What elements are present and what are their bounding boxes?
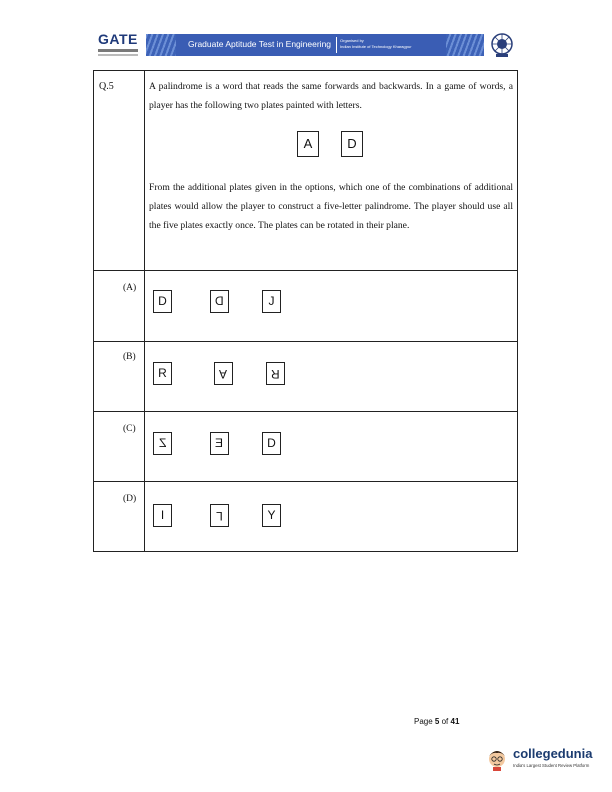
option-a-label: (A) — [123, 283, 137, 293]
question-body: From the additional plates given in the options, which one of the combinations of additional plates would allow the player to construct a five-letter palindrome. The player should use all the five plates exactly once. The plates can be rotated in their plane. — [149, 182, 513, 231]
iit-emblem-icon — [490, 32, 514, 58]
banner-organiser: Organised by Indian Institute of Technology Kharagpur — [340, 38, 412, 49]
option-d-plate: L — [210, 504, 229, 527]
mascot-icon — [486, 746, 508, 772]
row-divider — [93, 411, 518, 412]
option-c-plate: D — [262, 432, 281, 455]
option-b-label: (B) — [123, 352, 136, 362]
gate-logo-subline — [98, 54, 138, 56]
option-d-plate: I — [153, 504, 172, 527]
gate-logo-underline — [98, 49, 138, 52]
column-divider — [144, 70, 145, 552]
question-intro: A palindrome is a word that reads the same forwards and backwards. In a game of words, a player has the following two plates painted with letters. — [149, 81, 513, 111]
option-a-plate: J — [262, 290, 281, 313]
given-plate: D — [341, 131, 363, 157]
gate-logo-text: GATE — [98, 31, 138, 47]
option-b-plate: R — [153, 362, 172, 385]
brand-name: collegedunia — [513, 746, 593, 761]
row-divider — [93, 341, 518, 342]
row-divider — [93, 481, 518, 482]
given-plate: A — [297, 131, 319, 157]
row-divider — [93, 270, 518, 271]
banner-title: Graduate Aptitude Test in Engineering — [188, 39, 332, 49]
brand-tagline: India's Largest Student Review Platform — [513, 763, 590, 768]
option-a-plate: D — [210, 290, 229, 313]
header-banner — [146, 34, 484, 56]
option-b-plate: A — [214, 362, 233, 385]
collegedunia-logo — [486, 742, 604, 776]
option-c-plate: Z — [153, 432, 172, 455]
option-d-plate: Y — [262, 504, 281, 527]
page-header — [94, 28, 522, 62]
option-d-label: (D) — [123, 494, 137, 504]
gate-logo — [94, 28, 142, 62]
question-number: Q.5 — [99, 81, 114, 92]
option-a-plate: D — [153, 290, 172, 313]
option-c-label: (C) — [123, 424, 136, 434]
option-b-plate: R — [266, 362, 285, 385]
option-c-plate: E — [210, 432, 229, 455]
page-number: Page 5 of 41 — [414, 717, 460, 726]
